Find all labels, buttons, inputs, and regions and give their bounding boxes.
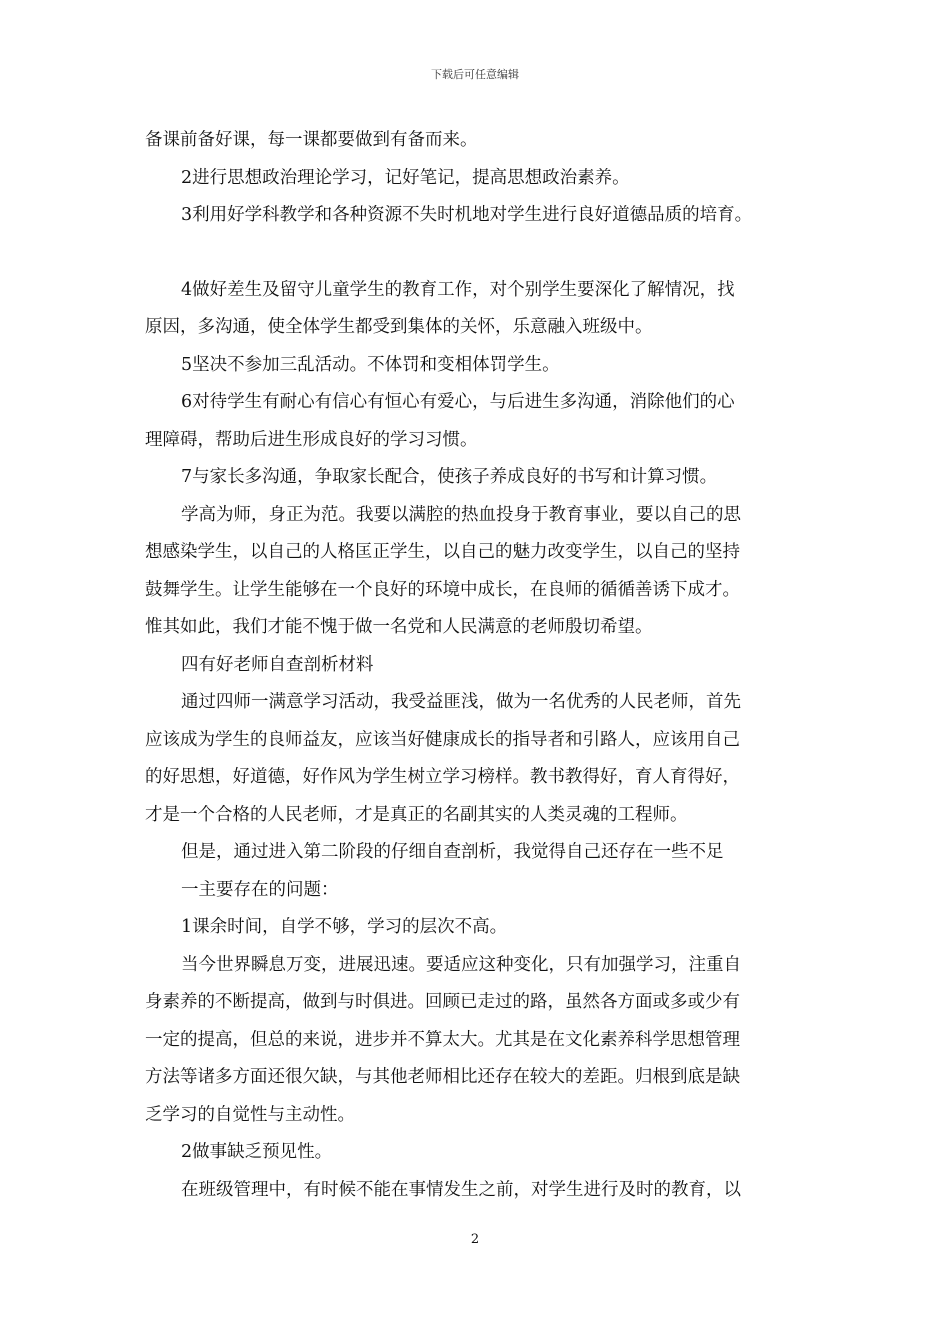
text-line: 理障碍，帮助后进生形成良好的学习习惯。 <box>145 429 478 450</box>
text-line: 通过四师一满意学习活动，我受益匪浅，做为一名优秀的人民老师，首先 <box>181 692 741 712</box>
text-line: 乏学习的自觉性与主动性。 <box>145 1104 355 1125</box>
text-line: 鼓舞学生。让学生能够在一个良好的环境中成长，在良师的循循善诱下成才。 <box>145 579 740 600</box>
text-line: 1课余时间，自学不够，学习的层次不高。 <box>181 917 508 937</box>
text-line: 2做事缺乏预见性。 <box>181 1142 333 1162</box>
text-line: 的好思想，好道德，好作风为学生树立学习榜样。教书教得好，育人育得好， <box>145 767 740 787</box>
text-line: 在班级管理中，有时候不能在事情发生之前，对学生进行及时的教育，以 <box>181 1179 741 1200</box>
text-line: 但是，通过进入第二阶段的仔细自查剖析，我觉得自己还存在一些不足 <box>181 842 724 862</box>
text-line: 6对待学生有耐心有信心有恒心有爱心，与后进生多沟通，消除他们的心 <box>181 392 735 412</box>
text-line: 当今世界瞬息万变，进展迅速。要适应这种变化，只有加强学习，注重自 <box>181 954 741 975</box>
text-line: 才是一个合格的人民老师，才是真正的名副其实的人类灵魂的工程师。 <box>145 804 688 825</box>
text-line: 应该成为学生的良师益友，应该当好健康成长的指导者和引路人，应该用自己 <box>145 729 740 750</box>
text-line: 4做好差生及留守儿童学生的教育工作，对个别学生要深化了解情况，找 <box>181 279 735 300</box>
text-line: 2进行思想政治理论学习，记好笔记，提高思想政治素养。 <box>181 167 630 188</box>
document-body <box>145 122 825 1209</box>
text-line: 3利用好学科教学和各种资源不失时机地对学生进行良好道德品质的培育。 <box>181 205 753 225</box>
text-line: 想感染学生，以自己的人格匡正学生，以自己的魅力改变学生，以自己的坚持 <box>145 542 740 562</box>
text-line: 身素养的不断提高，做到与时俱进。回顾已走过的路，虽然各方面或多或少有 <box>145 992 740 1012</box>
text-line: 学高为师，身正为范。我要以满腔的热血投身于教育事业，要以自己的思 <box>181 504 741 525</box>
text-line: 原因，多沟通，使全体学生都受到集体的关怀，乐意融入班级中。 <box>145 317 653 337</box>
page-header: 下载后可任意编辑 <box>431 68 519 81</box>
text-line: 惟其如此，我们才能不愧于做一名党和人民满意的老师殷切希望。 <box>145 617 653 637</box>
text-line: 7与家长多沟通，争取家长配合，使孩子养成良好的书写和计算习惯。 <box>181 467 718 487</box>
text-line: 备课前备好课，每一课都要做到有备而来。 <box>145 130 478 150</box>
blank-line <box>145 235 825 272</box>
text-line: 方法等诸多方面还很欠缺，与其他老师相比还存在较大的差距。归根到底是缺 <box>145 1067 740 1087</box>
text-line: 一定的提高，但总的来说，进步并不算太大。尤其是在文化素养科学思想管理 <box>145 1029 740 1050</box>
text-line: 5坚决不参加三乱活动。不体罚和变相体罚学生。 <box>181 354 560 375</box>
page-number: 2 <box>470 1232 480 1247</box>
text-line: 一主要存在的问题： <box>181 879 339 900</box>
text-line: 四有好老师自查剖析材料 <box>181 654 374 675</box>
